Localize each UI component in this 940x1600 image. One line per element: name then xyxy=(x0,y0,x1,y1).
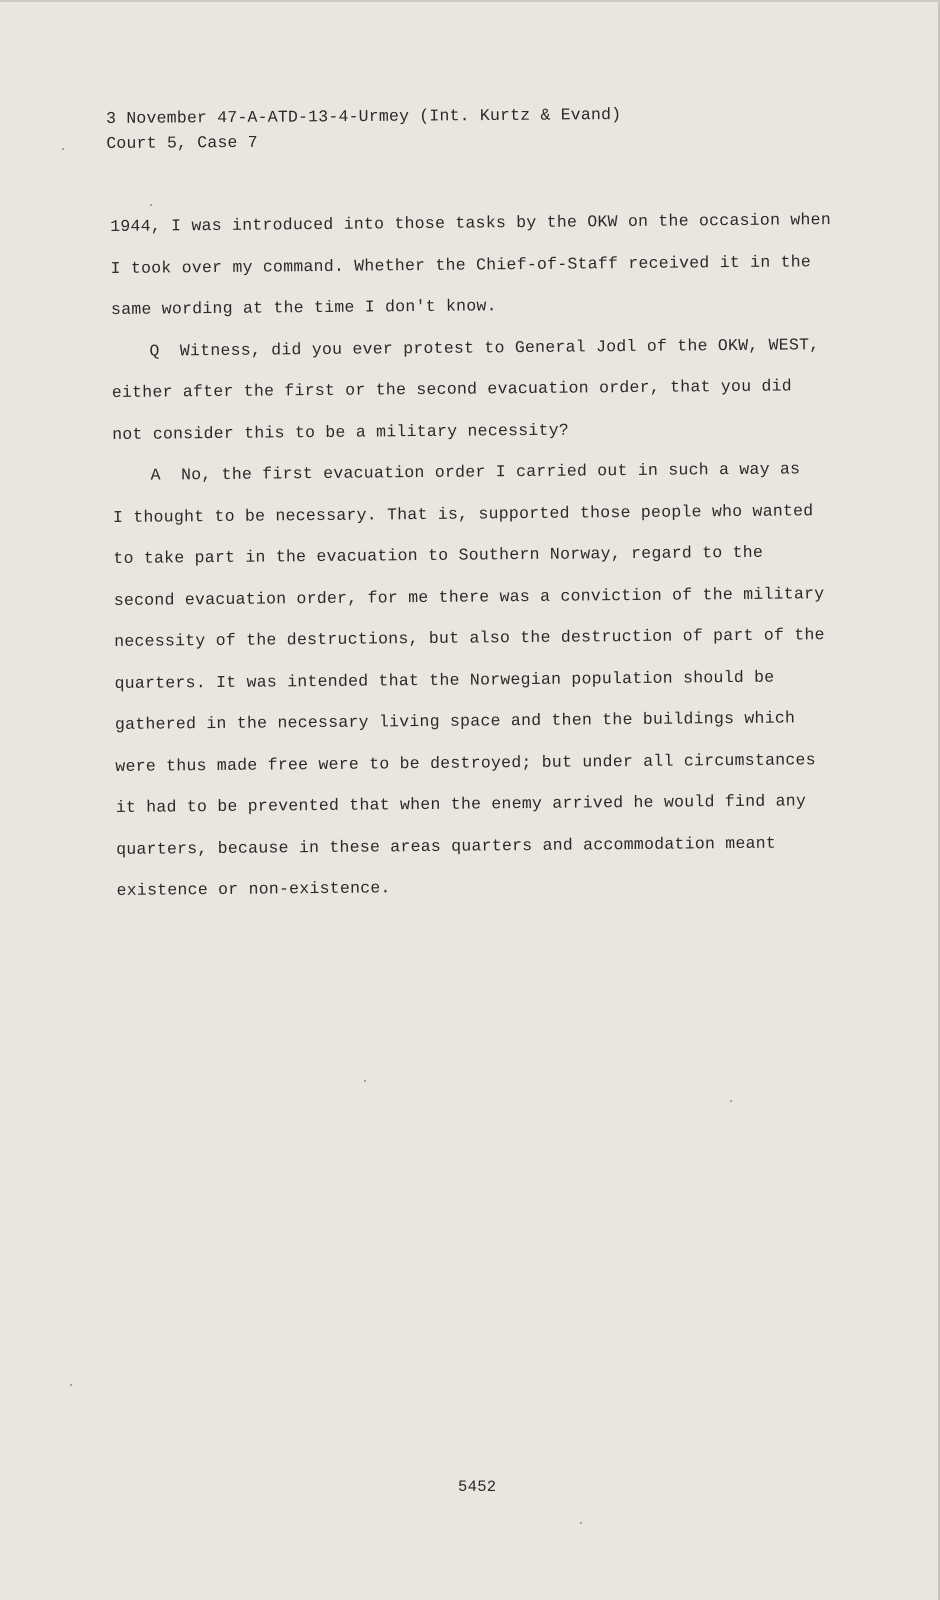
transcript-line: were thus made free were to be destroyed; but under all circumstances xyxy=(115,749,816,776)
transcript-line: I thought to be necessary. That is, supported those people who wanted xyxy=(112,500,814,527)
transcript-line: 1944, I was introduced into those tasks by the OKW on the occasion when xyxy=(110,210,832,236)
paper-speck xyxy=(62,148,64,150)
transcript-line: existence or non-existence. xyxy=(116,878,391,900)
transcript-line: either after the first or the second evacuation order, that you did xyxy=(111,376,793,402)
paper-speck xyxy=(150,204,152,206)
transcript-line: it had to be prevented that when the enemy arrived he would find any xyxy=(115,791,807,817)
header-date-reference: 3 November 47-A-ATD-13-4-Urmey (Int. Kurtz & Evand) xyxy=(106,104,622,128)
transcript-question-line: Q Witness, did you ever protest to General Jodl of the OKW, WEST, xyxy=(149,334,820,361)
paper-speck xyxy=(70,1384,72,1386)
transcript-answer-line: A No, the first evacuation order I carried out in such a way as xyxy=(150,459,801,485)
transcript-line: same wording at the time I don't know. xyxy=(110,296,497,319)
paper-speck xyxy=(730,1100,732,1102)
transcript-line: quarters, because in these areas quarters and accommodation meant xyxy=(116,833,777,859)
transcript-line: second evacuation order, for me there was a conviction of the military xyxy=(113,583,825,610)
transcript-line: not consider this to be a military necessity? xyxy=(112,420,570,444)
transcript-line: quarters. It was intended that the Norwegian population should be xyxy=(114,667,775,693)
transcript-line: I took over my command. Whether the Chief-of-Staff received it in the xyxy=(110,251,812,278)
transcript-body xyxy=(110,199,857,912)
transcript-line: to take part in the evacuation to Southern Norway, regard to the xyxy=(113,542,764,568)
header-court-case: Court 5, Case 7 xyxy=(106,132,258,153)
paper-speck xyxy=(580,1522,582,1524)
document-header xyxy=(106,102,622,156)
transcript-line: gathered in the necessary living space and then the buildings which xyxy=(114,708,796,734)
transcript-line: necessity of the destructions, but also the destruction of part of the xyxy=(114,625,825,651)
paper-speck xyxy=(364,1080,366,1082)
page-number: 5452 xyxy=(458,1478,497,1496)
